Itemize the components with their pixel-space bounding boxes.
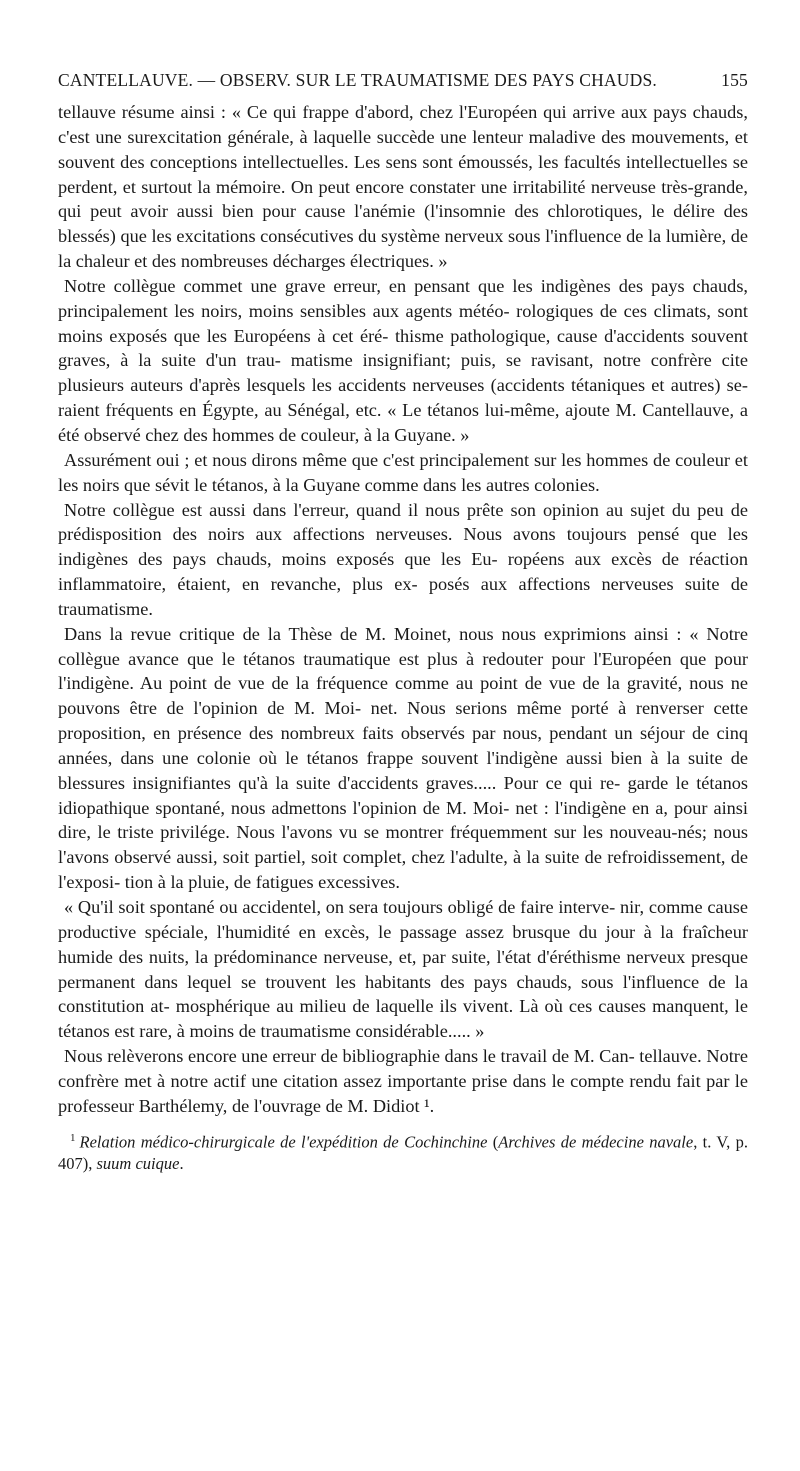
paragraph: Notre collègue est aussi dans l'erreur, quand il nous prête son opinion au sujet du peu de prédisposition des noirs aux affections nerveuses. Nous avons toujours pensé que les indigènes des pays chauds, moins exposés que les Eu- ropéens aux excès de réaction inflammatoire, étaient, en revanche, plus ex- posés aux affections nerveuses suite de traumatisme. [58,499,748,619]
paragraph: Notre collègue commet une grave erreur, en pensant que les indigènes des pays chauds, principalement les noirs, moins sensibles aux agents météo- rologiques de ces climats, sont moins exposés que les Européens à cet éré- thisme pathologique, cause d'accidents souvent graves, à la suite d'un trau- matisme insignifiant; puis, se ravisant, notre confrère cite plusieurs auteurs d'après lesquels les accidents nerveuses (accidents tétaniques et autres) se- raient fréquents en Égypte, au Sénégal, etc. « Le tétanos lui-même, ajoute M. Cantellauve, a été observé chez des hommes de couleur, à la Guyane. » [58,275,748,445]
document-page [58,70,748,1175]
footnote-suum-cuique: suum cuique [96,1154,180,1174]
footnote-text: , t. V, p. 407), [58,1132,748,1174]
footnote-journal: Archives de médecine navale [498,1132,694,1152]
running-title: CANTELLAUVE. — OBSERV. SUR LE TRAUMATISME DES PAYS CHAUDS. [58,70,657,90]
paragraph: tellauve résume ainsi : « Ce qui frappe d'abord, chez l'Européen qui arrive aux pays chauds, c'est une surexcitation générale, à laquelle succède une lenteur maladive des mouvements, et souvent des conceptions intellectuelles. Les sens sont émoussés, les facultés intellectuelles se perdent, et surtout la mémoire. On peut encore constater une irritabilité nerveuse très-grande, qui peut avoir aussi bien pour cause l'anémie (l'insomnie des chlorotiques, le délire des blessés) que les excitations consécutives du système nerveux sous l'influence de la lumière, de la chaleur et des nombreuses décharges électriques. » [58,102,748,272]
paragraph: « Qu'il soit spontané ou accidentel, on sera toujours obligé de faire interve- nir, comme cause productive spéciale, l'humidité en excès, le passage assez brusque du jour à la fraîcheur humide des nuits, la prédominance nerveuse, et, par suite, l'état d'éréthisme nerveux presque permanent dans lequel se trouvent les habitants des pays chauds, sous l'influence de la constitution at- mosphérique au milieu de laquelle ils vivent. Là où ces causes manquent, le tétanos est rare, à moins de traumatisme considérable..... » [58,897,748,1042]
page-number: 155 [721,70,748,90]
paragraph: Nous relèverons encore une erreur de bibliographie dans le travail de M. Can- tellauve. Notre confrère met à notre actif une citation assez importante prise dans le compte rendu fait par le professeur Barthélemy, de l'ouvrage de M. Didiot ¹. [58,1046,748,1116]
footnote-text: ( [487,1132,499,1152]
body-text [58,100,748,1119]
page-header [58,70,748,100]
paragraph: Assurément oui ; et nous dirons même que c'est principalement sur les hommes de couleur et les noirs que sévit le tétanos, à la Guyane comme dans les autres colonies. [58,449,748,495]
footnote [58,1127,748,1176]
footnote-title: Relation médico-chirurgicale de l'expédition de Cochinchine [79,1132,488,1152]
paragraph: Dans la revue critique de la Thèse de M. Moinet, nous nous exprimions ainsi : « Notre collègue avance que le tétanos traumatique est plus à redouter pour l'Européen que pour l'indigène. Au point de vue de la fréquence comme au point de vue de la gravité, nous ne pouvons être de l'opinion de M. Moi- net. Nous serions même porté à renverser cette proposition, en présence des nombreux faits observés par nous, pendant un séjour de cinq années, dans une colonie où le tétanos frappe souvent l'indigène aussi bien à la suite de blessures insignifiantes qu'à la suite d'accidents graves..... Pour ce qui re- garde le tétanos idiopathique spontané, nous admettons l'opinion de M. Moi- net : l'indigène en a, pour ainsi dire, le triste privilége. Nous l'avons vu se montrer fréquemment sur les nouveau-nés; nous l'avons observé aussi, soit partiel, soit complet, chez l'adulte, à la suite de refroidissement, de l'exposi- tion à la pluie, de fatigues excessives. [58,623,748,893]
footnote-text: . [179,1154,184,1174]
footnote-mark: 1 [70,1131,76,1144]
